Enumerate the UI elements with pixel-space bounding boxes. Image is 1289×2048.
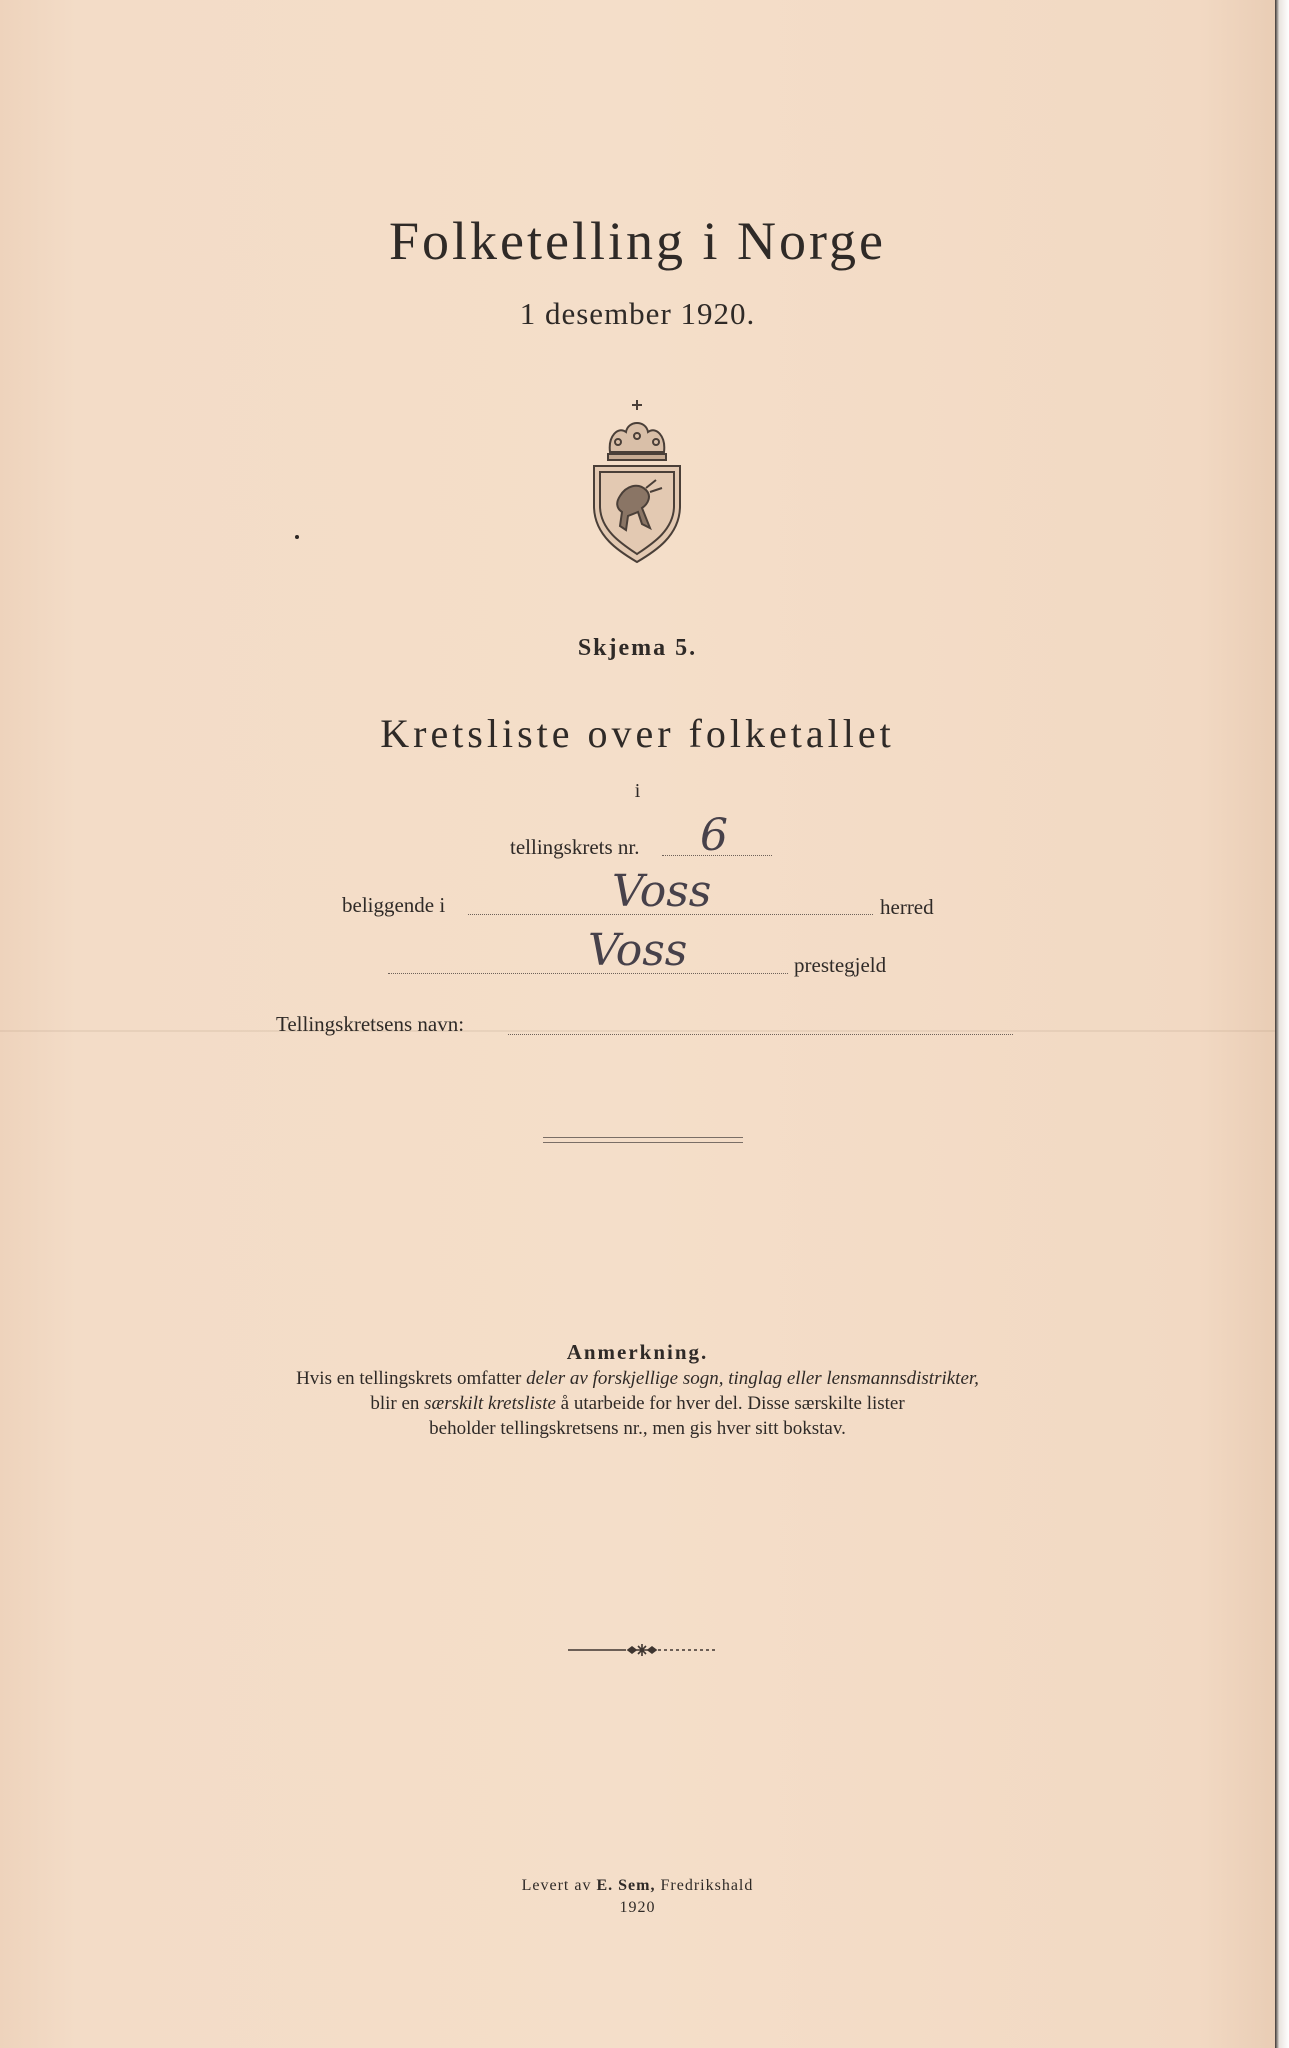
printer-place: Fredrikshald [655,1877,754,1894]
schema-number: Skjema 5. [577,635,698,661]
note-line2-c: å utarbeide for hver del. Disse særskilte lister [555,1393,905,1414]
herred-handwritten: Voss [612,866,712,917]
note-line2-b: særskilt kretsliste [424,1393,556,1414]
printer-year: 1920 [619,1899,656,1916]
note-line1-a: Hvis en tellingskrets omfatter [296,1368,527,1389]
printer-imprint [0,1875,1275,1919]
printer-prefix: Levert av [521,1877,597,1894]
paper-fold [0,1030,1275,1032]
krets-number-handwritten: 6 [700,810,728,861]
divider-line-bottom [543,1142,743,1143]
note-line3: beholder tellingskretsens nr., men gis hver sitt bokstav. [429,1418,846,1439]
note-line2-a: blir en [370,1393,425,1414]
note-line1-b: deler av forskjellige sogn, tinglag eller lensmannsdistrikter, [526,1368,979,1389]
krets-label: tellingskrets nr. [510,835,640,859]
prestegjeld-handwritten: Voss [588,925,688,976]
ornament-icon [566,1640,718,1660]
census-date: 1 desember 1920. [519,296,756,331]
herred-label: herred [880,895,934,919]
note-text [0,1366,1275,1441]
navn-label: Tellingskretsens navn: [276,1012,465,1036]
form-heading: Kretsliste over folketallet [380,711,895,756]
ink-speck [295,535,299,539]
beliggende-label: beliggende i [342,893,446,917]
document-title: Folketelling i Norge [389,211,886,271]
page-edge [1275,0,1289,2048]
preposition-i: i [634,780,641,802]
coat-of-arms-icon [590,396,684,566]
navn-line [508,1034,1013,1035]
divider-line-top [543,1137,743,1138]
prestegjeld-label: prestegjeld [794,953,887,977]
note-title: Anmerkning. [566,1340,709,1364]
printer-name: E. Sem, [596,1877,656,1894]
